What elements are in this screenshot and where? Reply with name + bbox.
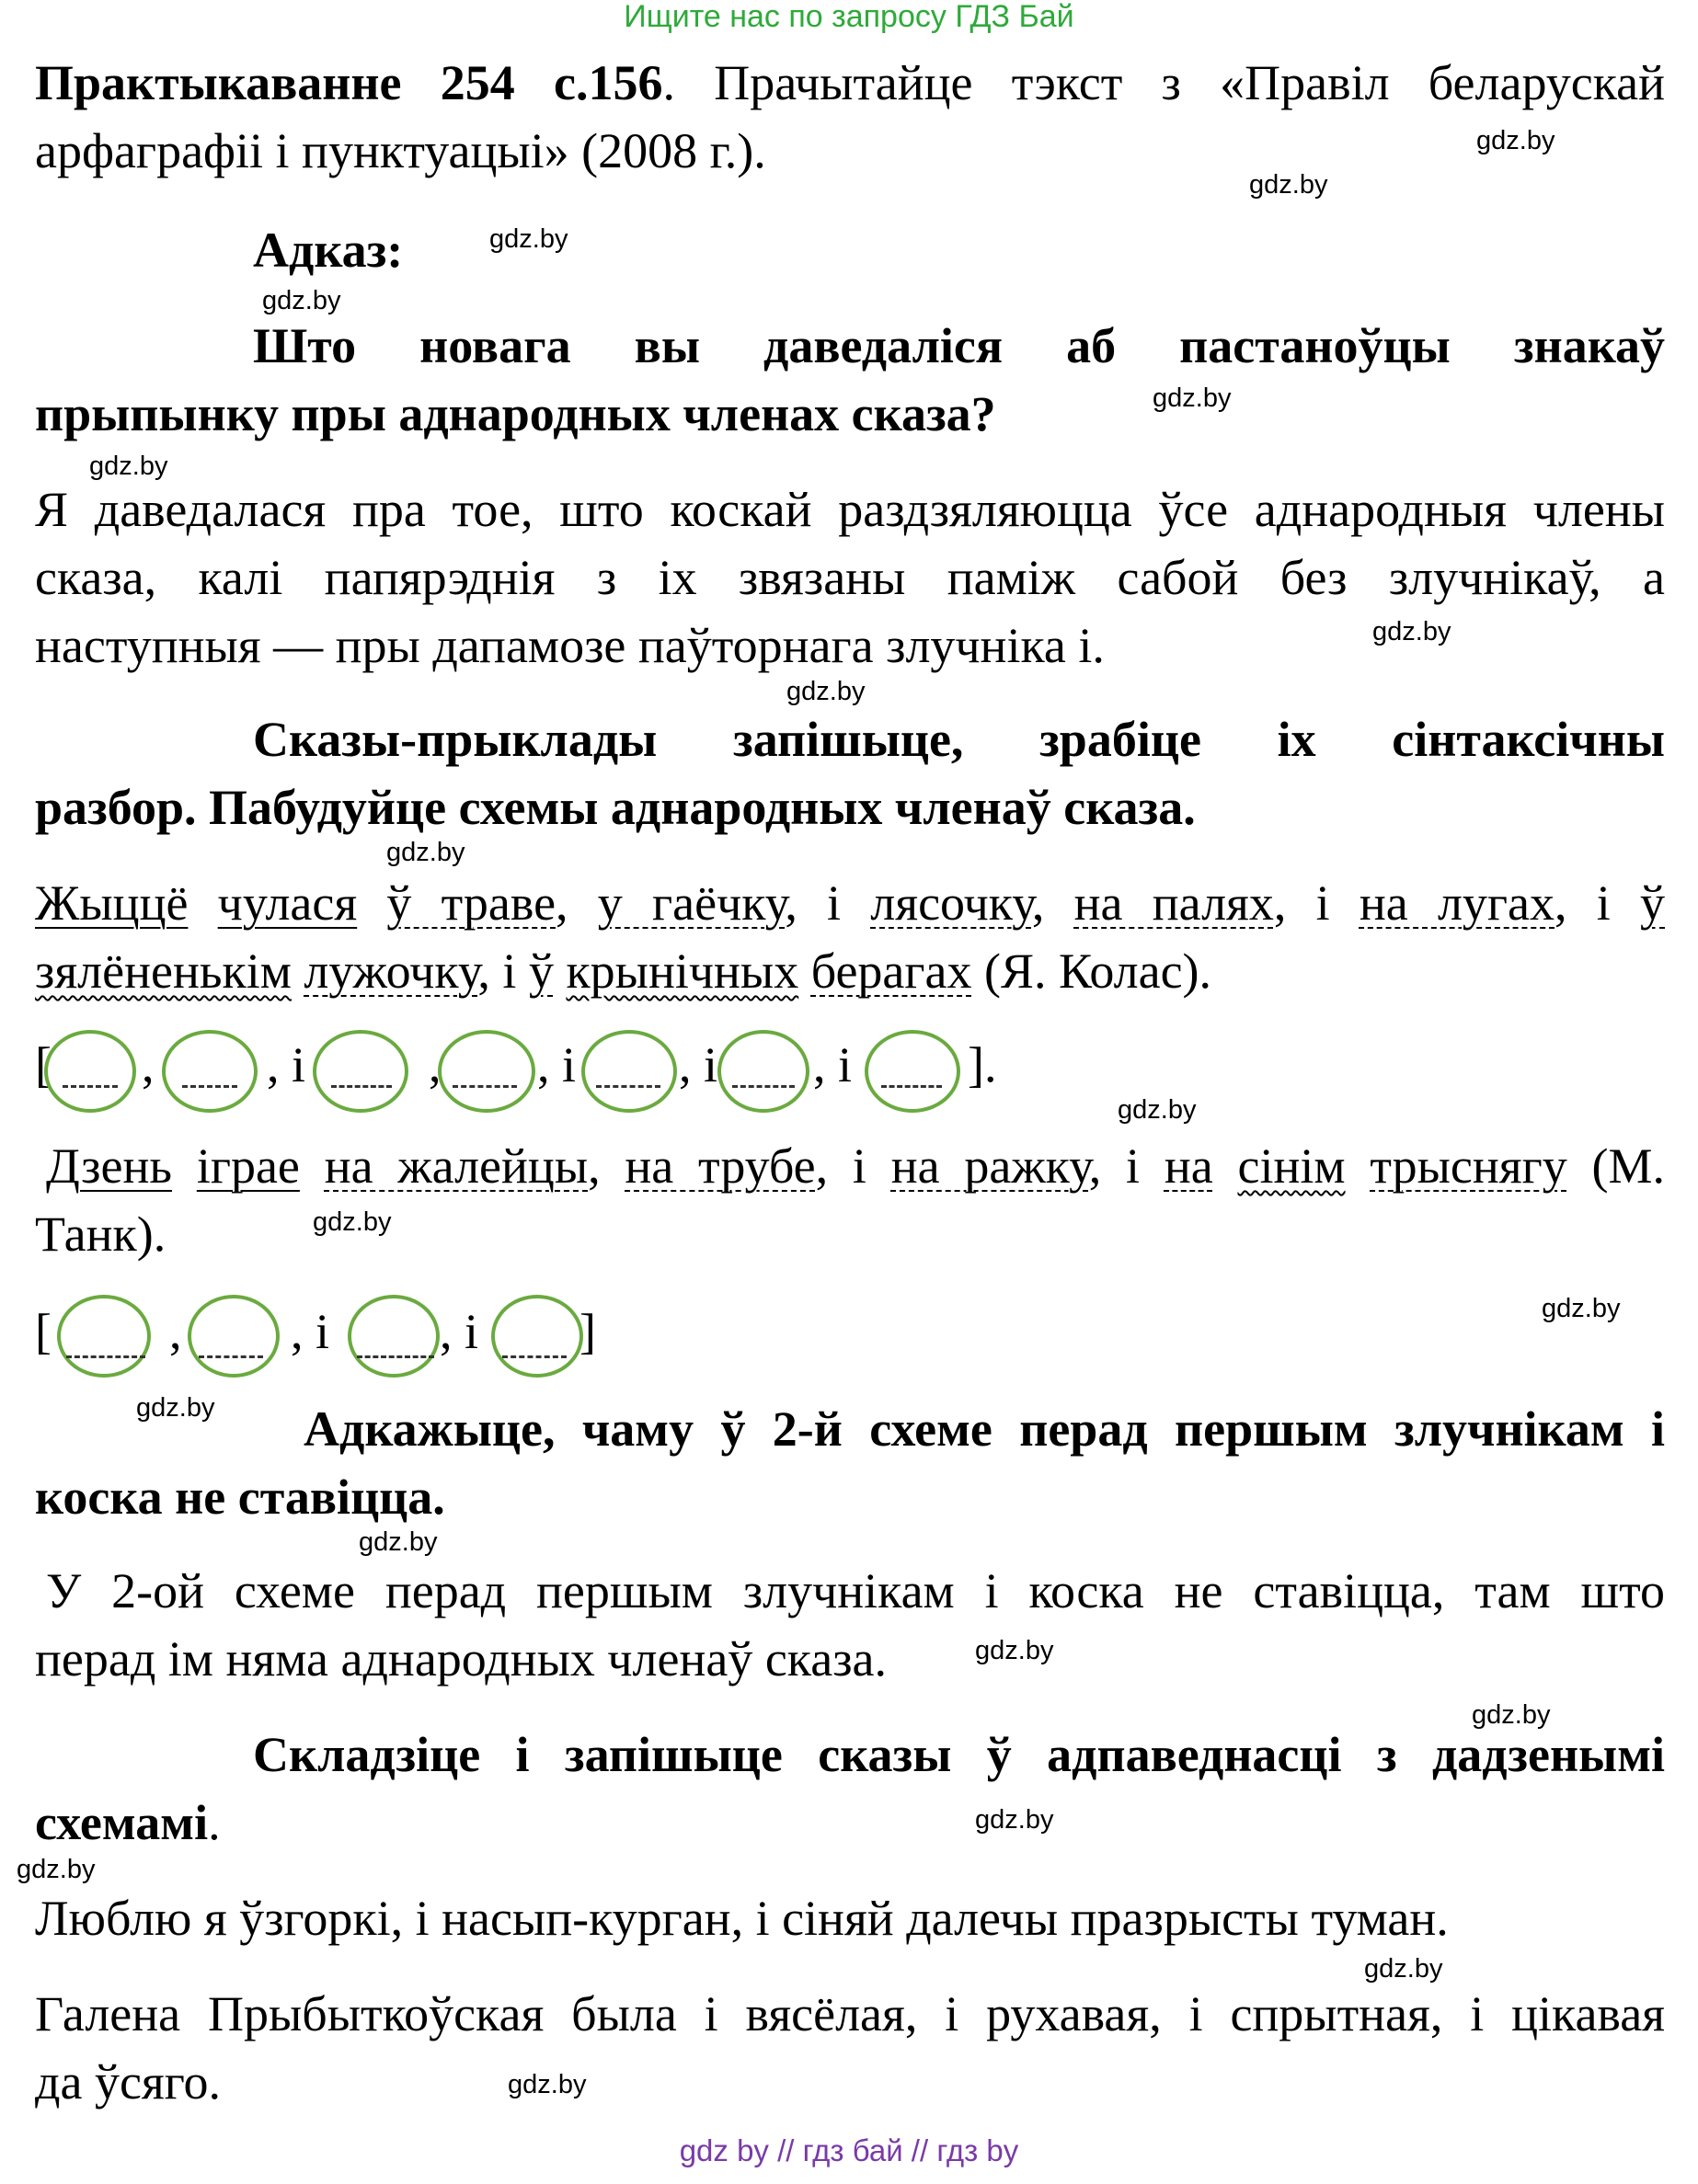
watermark: gdz.by [359,1527,438,1557]
answer-1-line3: наступныя — пры дапамозе паўторнага злучніка і. [35,618,1105,673]
scheme-oval [491,1295,583,1378]
scheme-comma-and: , і [813,1037,853,1092]
question-1-line1: Што новага вы даведаліся аб пастаноўцы знакаў [253,318,1665,373]
watermark: gdz.by [1472,1700,1551,1730]
scheme-oval [44,1030,136,1113]
watermark: gdz.by [1476,126,1555,155]
exercise-title [35,53,1665,112]
watermark: gdz.by [489,224,568,254]
question-4-line1: Складзіце і запішыце сказы ў адпаведнасці з дадзенымі [253,1727,1665,1782]
watermark: gdz.by [386,838,465,867]
scheme-oval [348,1295,440,1378]
adverbial-phrase: на лугах [1359,875,1555,931]
attribute-word: зялёненькім [35,943,292,999]
example-sentence-2-line1: Дзень іграе на жалейцы, на трубе, і на ражку, і на сінім трыснягу (М. [46,1138,1666,1194]
adverbial-phrase: ў траве [386,875,556,931]
answer-3-line1: У 2-ой схеме перад першым злучнікам і коска не ставіцца, там што [46,1563,1665,1618]
scheme-close-bracket: ]. [968,1037,997,1092]
scheme-comma: , [169,1304,182,1359]
scheme-dash [199,1355,263,1358]
subject-word: Дзень [46,1138,173,1194]
watermark: gdz.by [1153,383,1232,413]
adverbial-phrase: на жалейцы [324,1138,589,1194]
composed-sentence-2-line2: да ўсяго. [35,2054,222,2110]
question-4-line2 [35,1793,1665,1852]
watermark: gdz.by [786,677,866,706]
attribute-word: крынічных [566,943,799,999]
top-banner[interactable]: Ищите нас по запросу ГДЗ Бай [624,0,1074,34]
exercise-number: Практыкаванне 254 с.156 [35,55,663,110]
scheme-dash [732,1085,795,1088]
example-sentence-2-line2: Танк). [35,1206,166,1262]
answer-1-line2: сказа, калі папярэднія з іх звязаны паміж сабой без злучнікаў, а [35,550,1665,605]
question-3-line1: Адкажыце, чаму ў 2-й схеме перад першым злучнікам і [304,1401,1665,1457]
author-citation: (М. [1591,1138,1666,1194]
answer-1-line1: Я даведалася пра тое, што коскай раздзяляюцца ўсе аднародныя члены [35,482,1665,537]
scheme-open-bracket: [ [35,1037,52,1092]
scheme-oval [438,1030,535,1113]
watermark: gdz.by [1364,1954,1443,1984]
watermark: gdz.by [89,452,168,481]
answer-label: Адказ: [253,223,404,278]
scheme-oval [865,1030,960,1113]
scheme-dash [357,1355,434,1358]
question-2-line1: Сказы-прыклады запішыце, зрабіце іх сінтаксічны [253,712,1665,767]
watermark: gdz.by [1249,170,1328,200]
adverbial-phrase: лясочку [870,875,1032,931]
watermark: gdz.by [17,1855,96,1884]
scheme-comma-and: , і [267,1037,306,1092]
author-citation: (Я. Колас). [984,943,1212,999]
attribute-word: сінім [1237,1138,1346,1194]
scheme-open-bracket: [ [35,1304,52,1359]
adverbial-phrase: у гаёчку [597,875,786,931]
adverbial-phrase: на трубе [625,1138,816,1194]
exercise-instruction: . Прачытайце тэкст з «Правіл беларускай [662,55,1665,110]
scheme-comma-and: , і [679,1037,718,1092]
scheme-dash [502,1355,567,1358]
subject-word: Жыццё [35,875,189,931]
scheme-1 [0,1030,1698,1125]
scheme-dash [596,1085,660,1088]
scheme-close-bracket: ] [579,1304,596,1359]
scheme-comma-and: , і [537,1037,577,1092]
adverbial-phrase: трыснягу [1370,1138,1567,1194]
watermark: gdz.by [975,1636,1054,1665]
footer-links[interactable]: gdz by // гдз бай // гдз by [679,2133,1019,2167]
watermark: gdz.by [508,2070,587,2099]
watermark: gdz.by [1542,1294,1621,1323]
adverbial-phrase: ў [1640,875,1665,931]
adverbial-phrase: на палях [1073,875,1274,931]
scheme-comma: , [429,1037,442,1092]
scheme-dash [66,1355,145,1358]
scheme-dash [63,1085,118,1088]
scheme-oval [188,1295,280,1378]
watermark: gdz.by [313,1207,392,1237]
watermark: gdz.by [262,286,341,315]
predicate-word: чулася [217,875,358,931]
predicate-word: іграе [196,1138,300,1194]
question-4-period: . [208,1795,221,1850]
scheme-comma-and: , і [440,1304,479,1359]
scheme-comma-and: , і [291,1304,330,1359]
exercise-instruction-line2: арфаграфіі і пунктуацыі» (2008 г.). [35,123,766,178]
answer-3-line2: перад ім няма аднародных членаў сказа. [35,1631,887,1687]
scheme-2 [0,1295,1698,1387]
scheme-oval [313,1030,408,1113]
scheme-dash [182,1085,237,1088]
scheme-dash [331,1085,392,1088]
composed-sentence-1: Люблю я ўзгоркі, і насып-курган, і сіняй далечы празрысты туман. [35,1891,1449,1946]
scheme-oval [581,1030,677,1113]
adverbial-phrase: ў [528,943,554,999]
scheme-oval [717,1030,809,1113]
scheme-comma: , [142,1037,155,1092]
scheme-oval [162,1030,258,1113]
adverbial-phrase: лужочку [304,943,478,999]
question-1-line2: прыпынку пры аднародных членах сказа? [35,386,996,441]
scheme-oval [57,1295,151,1378]
question-4-schemes-word: схемамі [35,1795,209,1850]
question-3-line2: коска не ставіцца. [35,1469,445,1525]
watermark: gdz.by [975,1805,1054,1835]
adverbial-phrase: на ражку [890,1138,1089,1194]
question-2-line2: разбор. Пабудуйце схемы аднародных членаў сказа. [35,780,1196,835]
composed-sentence-2-line1: Галена Прыбыткоўская была і вясёлая, і рухавая, і спрытная, і цікавая [35,1986,1665,2041]
watermark: gdz.by [1118,1095,1197,1125]
example-sentence-1-line2: зялёненькім лужочку, і ў крынічных берагах (Я. Колас). [35,943,1212,999]
watermark: gdz.by [136,1393,215,1423]
scheme-dash [881,1085,942,1088]
adverbial-phrase: на [1164,1138,1213,1194]
scheme-dash [453,1085,517,1088]
example-sentence-1-line1: Жыццё чулася ў траве, у гаёчку, і лясочку, на палях, і на лугах, і ў [35,875,1665,931]
adverbial-phrase: берагах [810,943,972,999]
watermark: gdz.by [1372,617,1451,646]
